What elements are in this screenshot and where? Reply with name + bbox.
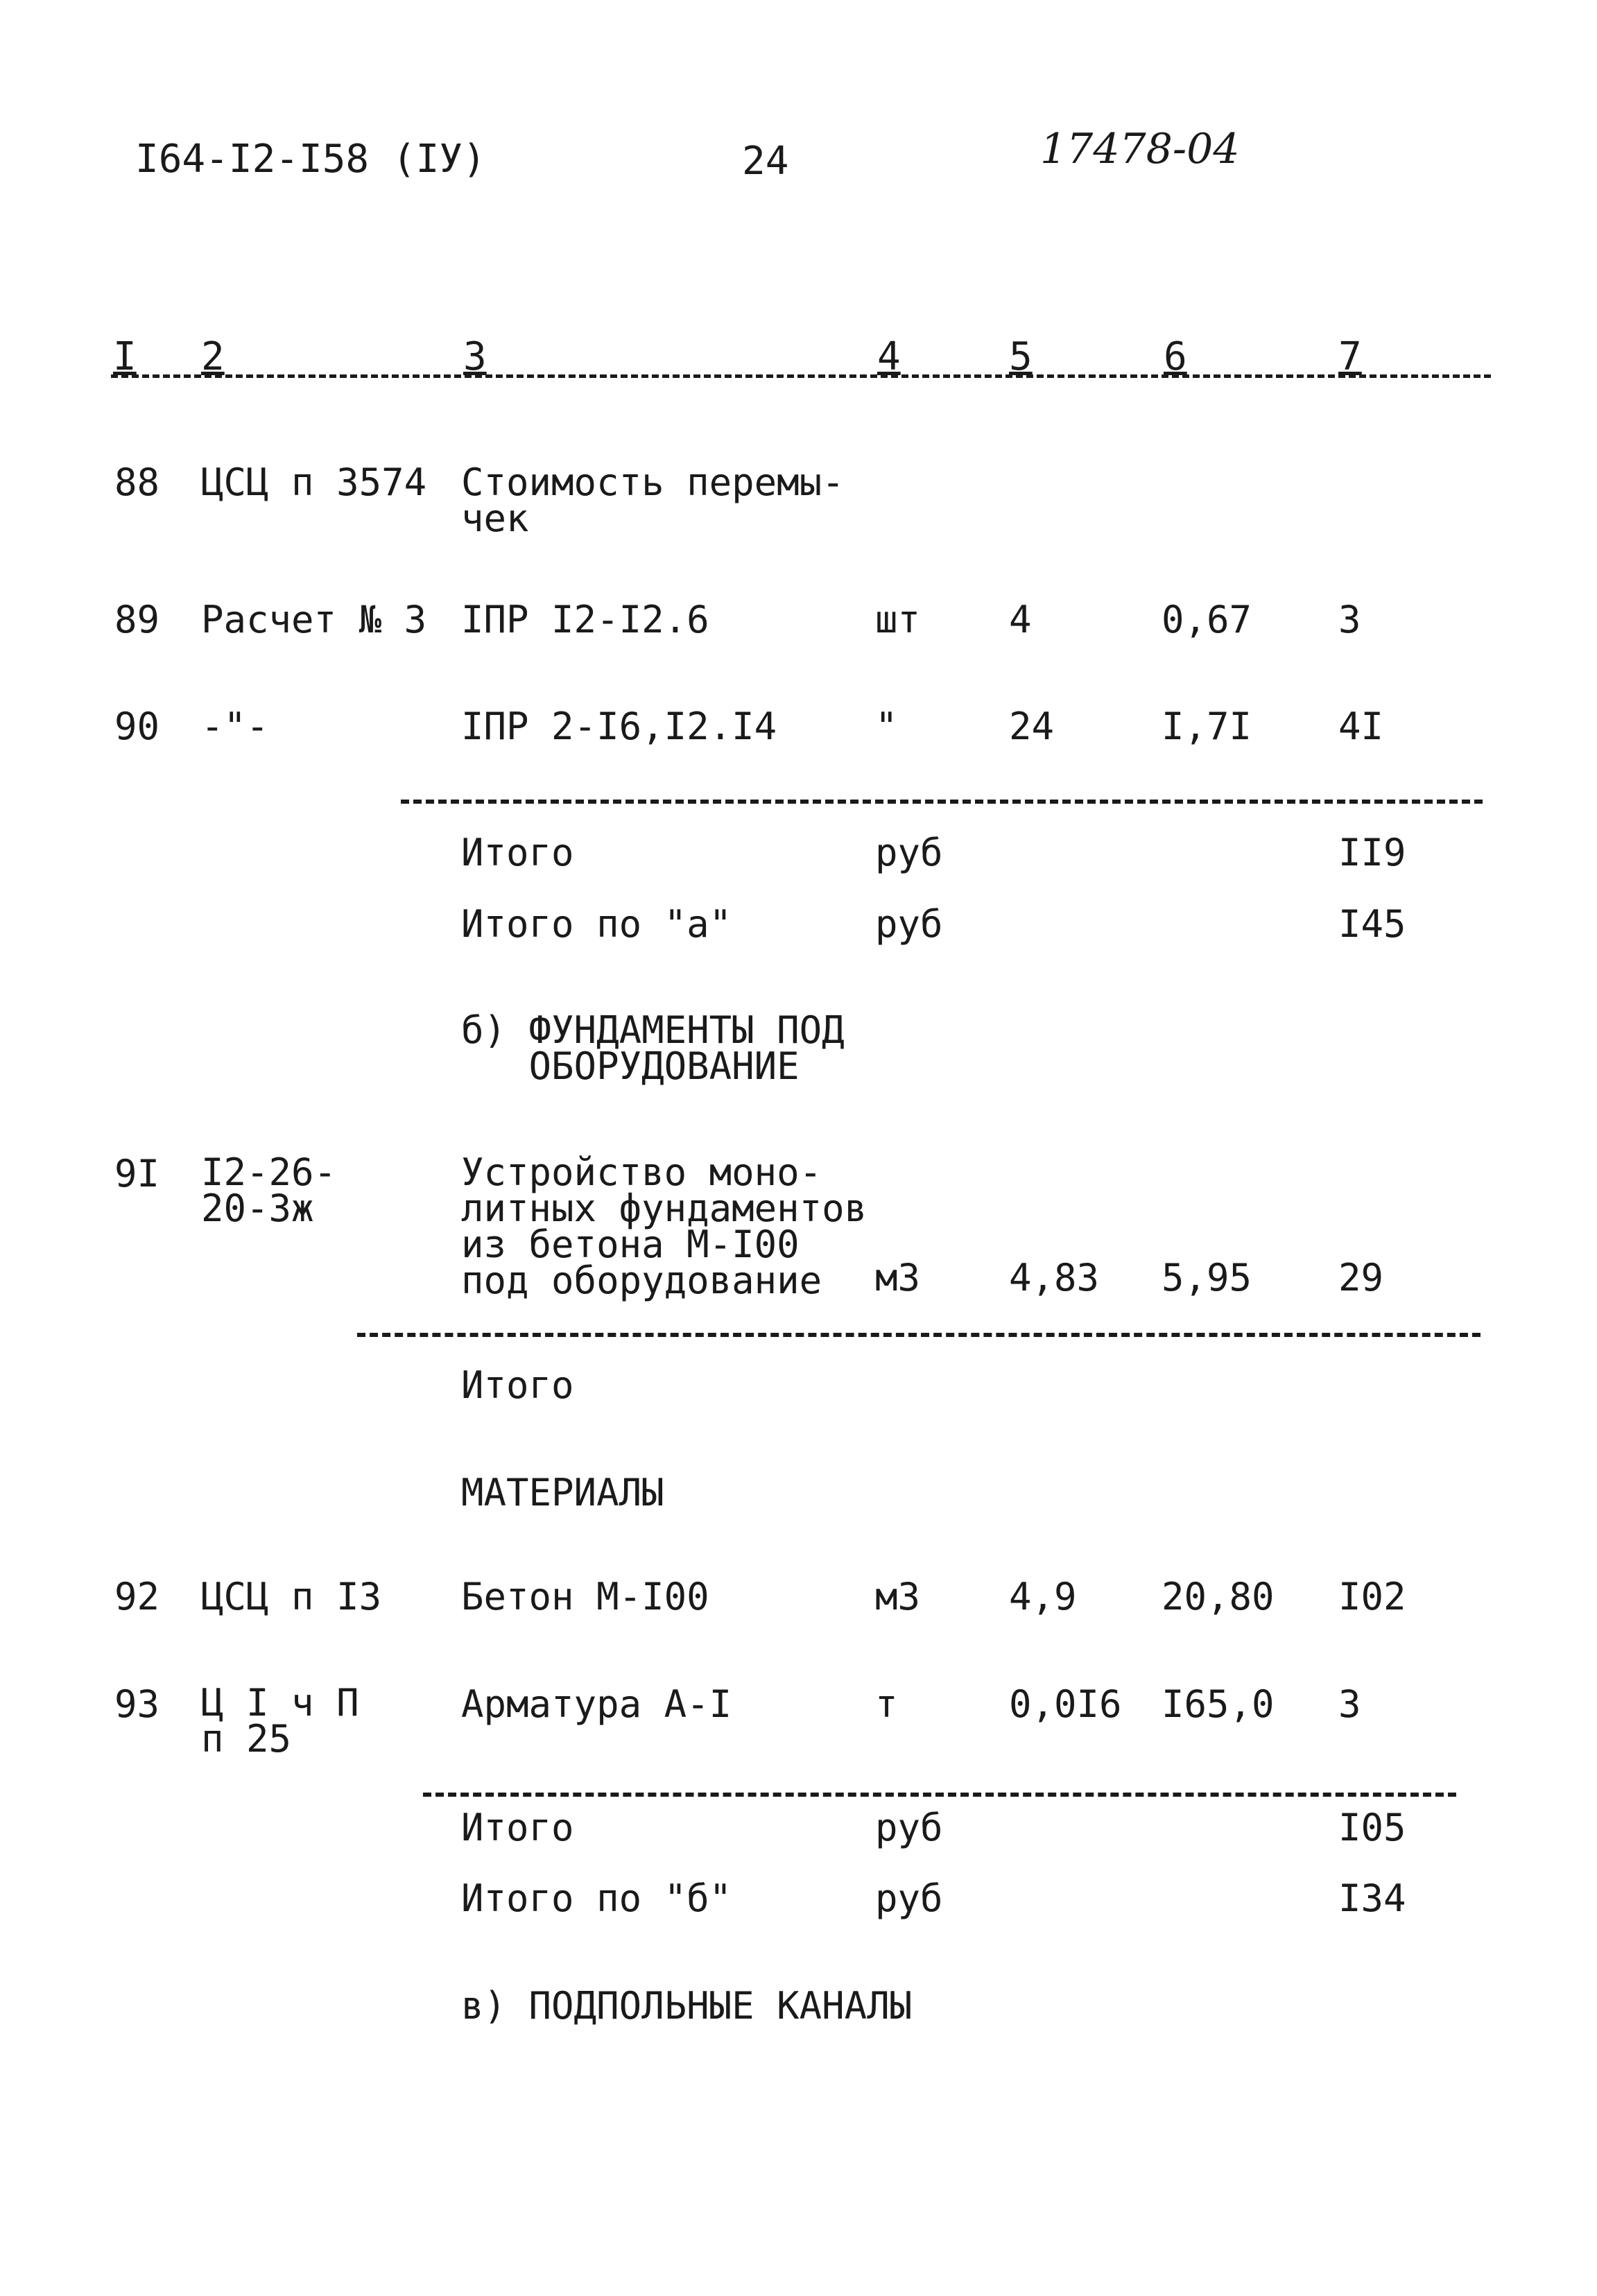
row-93-price: I65,0 bbox=[1162, 1682, 1275, 1726]
column-number-5: 5 bbox=[1009, 334, 1033, 379]
subtotal-a-unit: руб bbox=[875, 902, 943, 946]
row-93-total: 3 bbox=[1338, 1682, 1361, 1726]
subtotal-1-unit: руб bbox=[875, 831, 943, 874]
row-91-total: 29 bbox=[1338, 1256, 1384, 1300]
row-90-quantity: 24 bbox=[1009, 705, 1055, 748]
page-number: 24 bbox=[742, 139, 789, 184]
subtotal-rule-3 bbox=[423, 1793, 1456, 1797]
subtotal-rule-1 bbox=[401, 800, 1483, 804]
row-89-name: IПР I2-I2.6 bbox=[461, 598, 709, 641]
row-92-total: I02 bbox=[1338, 1575, 1406, 1619]
row-92-name: Бетон М-I00 bbox=[461, 1575, 709, 1619]
row-93-quantity: 0,0I6 bbox=[1009, 1682, 1122, 1726]
subtotal-b-unit: руб bbox=[875, 1876, 943, 1920]
row-90-code: -"- bbox=[201, 705, 269, 748]
row-92-unit: м3 bbox=[875, 1575, 921, 1619]
subtotal-3-total: I05 bbox=[1338, 1806, 1406, 1849]
row-93-number: 93 bbox=[114, 1682, 160, 1726]
handwritten-number: 17478-04 bbox=[1040, 125, 1240, 173]
row-91-quantity: 4,83 bbox=[1009, 1256, 1100, 1300]
row-88-code: ЦСЦ п 3574 bbox=[201, 460, 427, 504]
row-90-number: 90 bbox=[114, 705, 160, 748]
column-number-1: I bbox=[113, 334, 137, 379]
row-89-total: 3 bbox=[1338, 598, 1361, 641]
row-92-price: 20,80 bbox=[1162, 1575, 1275, 1619]
subtotal-b-label: Итого по "б" bbox=[461, 1876, 732, 1920]
subtotal-a-label: Итого по "а" bbox=[461, 902, 732, 946]
row-92-number: 92 bbox=[114, 1575, 160, 1619]
row-89-price: 0,67 bbox=[1162, 598, 1252, 641]
row-92-code: ЦСЦ п I3 bbox=[201, 1575, 382, 1619]
subtotal-1-label: Итого bbox=[461, 831, 574, 874]
materials-heading: МАТЕРИАЛЫ bbox=[461, 1471, 664, 1514]
section-b-heading: б) ФУНДАМЕНТЫ ПОД ОБОРУДОВАНИЕ bbox=[461, 1008, 845, 1088]
row-93-code: Ц I ч П п 25 bbox=[201, 1681, 359, 1761]
row-90-total: 4I bbox=[1338, 705, 1384, 748]
row-89-number: 89 bbox=[114, 598, 160, 641]
subtotal-3-label: Итого bbox=[461, 1806, 574, 1849]
row-89-unit: шт bbox=[875, 598, 921, 641]
row-91-number: 9I bbox=[114, 1152, 160, 1196]
subtotal-rule-2 bbox=[357, 1333, 1481, 1337]
row-91-price: 5,95 bbox=[1162, 1256, 1252, 1300]
document-code: I64-I2-I58 (IУ) bbox=[135, 137, 486, 182]
column-number-2: 2 bbox=[201, 334, 225, 379]
row-91-name: Устройство моно- литных фундаментов из бетона М-I00 под оборудование bbox=[461, 1150, 867, 1302]
column-number-4: 4 bbox=[877, 334, 901, 379]
column-number-6: 6 bbox=[1164, 334, 1187, 379]
subtotal-a-total: I45 bbox=[1338, 902, 1406, 946]
row-91-code: I2-26- 20-3ж bbox=[201, 1150, 337, 1230]
row-88-name: Стоимость перемы- чек bbox=[461, 460, 845, 540]
row-90-price: I,7I bbox=[1162, 705, 1252, 748]
row-90-name: IПР 2-I6,I2.I4 bbox=[461, 705, 777, 748]
row-89-quantity: 4 bbox=[1009, 598, 1032, 641]
column-number-7: 7 bbox=[1338, 334, 1362, 379]
row-92-quantity: 4,9 bbox=[1009, 1575, 1077, 1619]
subtotal-b-total: I34 bbox=[1338, 1876, 1406, 1920]
subtotal-3-unit: руб bbox=[875, 1806, 943, 1849]
column-header-rule bbox=[111, 374, 1491, 378]
subtotal-1-total: II9 bbox=[1338, 831, 1406, 874]
row-91-unit: м3 bbox=[875, 1256, 921, 1300]
row-88-number: 88 bbox=[114, 460, 160, 504]
row-93-unit: т bbox=[875, 1682, 898, 1726]
section-c-heading: в) ПОДПОЛЬНЫЕ КАНАЛЫ bbox=[461, 1984, 913, 2028]
row-89-code: Расчет № 3 bbox=[201, 598, 427, 641]
subtotal-2-label: Итого bbox=[461, 1363, 574, 1407]
row-90-unit: " bbox=[875, 705, 898, 748]
row-93-name: Арматура А-I bbox=[461, 1682, 732, 1726]
column-number-3: 3 bbox=[463, 334, 487, 379]
